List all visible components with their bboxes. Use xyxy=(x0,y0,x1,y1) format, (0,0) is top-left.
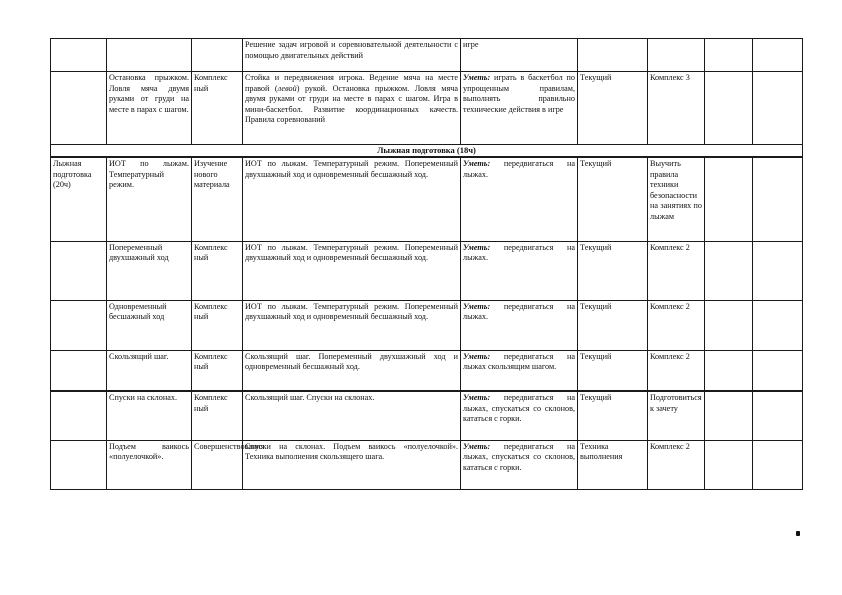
table-row xyxy=(51,39,803,72)
skills-cell xyxy=(461,72,578,145)
table-cell xyxy=(705,241,753,300)
skills-label: Уметь: xyxy=(463,393,491,402)
lesson-type-cell: Комплекс ный xyxy=(192,391,243,440)
content-cell: Скользящий шаг. Попеременный двухшажный ход и одновременный бесшажный ход. xyxy=(243,350,461,391)
content-cell: ИОТ по лыжам. Температурный режим. Попеременный двухшажный ход и одновременный бесшажный ход. xyxy=(243,157,461,241)
lesson-plan-table xyxy=(50,38,803,490)
topic-cell: Подъем ваикось «полуелочкой». xyxy=(107,440,192,489)
table-row xyxy=(51,241,803,300)
table-cell xyxy=(753,241,803,300)
skills-text: играть в баскетбол по упрощенным правилам, выполнять правильно технические действия в игре xyxy=(463,73,575,114)
content-text: ) рукой. Остановка прыжком. Ловля мяча двумя руками от груди на месте в парах с шагом. Игра в мини-баскетбол. Развитие координационных качеств. Правила соревнований xyxy=(245,83,458,124)
content-cell: Скользящий шаг. Спуски на склонах. xyxy=(243,391,461,440)
skills-cell xyxy=(461,157,578,241)
table-cell xyxy=(51,440,107,489)
section-cell: Лыжная подготовка (20ч) xyxy=(51,157,107,241)
table-row xyxy=(51,157,803,241)
table-cell xyxy=(705,39,753,72)
table-row xyxy=(51,391,803,440)
table-cell xyxy=(753,300,803,350)
table-cell xyxy=(107,39,192,72)
table-row xyxy=(51,72,803,145)
skills-cell xyxy=(461,391,578,440)
topic-cell: ИОТ по лыжам. Температурный режим. xyxy=(107,157,192,241)
table-cell xyxy=(705,157,753,241)
table-row xyxy=(51,300,803,350)
skills-cell xyxy=(461,350,578,391)
homework-cell: Комплекс 2 xyxy=(648,241,705,300)
control-cell: Текущий xyxy=(578,72,648,145)
topic-cell: Спуски на склонах. xyxy=(107,391,192,440)
table-cell xyxy=(51,39,107,72)
lesson-type-cell: Изучение нового материала xyxy=(192,157,243,241)
section-header-row xyxy=(51,145,803,158)
skills-text: передвигаться на лыжах, спускаться со склонов, кататься с горки. xyxy=(463,393,575,423)
table-row xyxy=(51,440,803,489)
skills-cell: игре xyxy=(461,39,578,72)
control-cell: Текущий xyxy=(578,241,648,300)
control-cell: Техника выполнения xyxy=(578,440,648,489)
skills-label: Уметь: xyxy=(463,441,491,451)
table-cell xyxy=(705,72,753,145)
table-cell xyxy=(192,39,243,72)
homework-cell: Комплекс 2 xyxy=(648,350,705,391)
table-cell xyxy=(753,39,803,72)
table-cell xyxy=(51,391,107,440)
skills-label: Уметь: xyxy=(463,73,491,82)
lesson-type-cell: Комплекс ный xyxy=(192,300,243,350)
table-cell xyxy=(51,72,107,145)
control-cell: Текущий xyxy=(578,300,648,350)
skills-label: Уметь: xyxy=(463,351,491,361)
table-cell xyxy=(51,350,107,391)
skills-text: передвигаться на лыжах, спускаться со склонов, кататься с горки. xyxy=(463,441,575,472)
skills-text: передвигаться на лыжах. xyxy=(463,159,575,179)
homework-cell: Выучить правила техники безопасности на занятиях по лыжам xyxy=(648,157,705,241)
control-cell: Текущий xyxy=(578,350,648,391)
content-cell: ИОТ по лыжам. Температурный режим. Попеременный двухшажный ход и одновременный бесшажный ход. xyxy=(243,300,461,350)
table-cell xyxy=(705,300,753,350)
page-marker-dot xyxy=(796,531,800,536)
content-cell xyxy=(243,72,461,145)
table-cell xyxy=(705,391,753,440)
skills-cell xyxy=(461,300,578,350)
topic-cell: Скользящий шаг. xyxy=(107,350,192,391)
homework-cell: Комплекс 2 xyxy=(648,300,705,350)
content-cell: Спуски на склонах. Подъем ваикось «полуелочкой». Техника выполнения скользящего шага. xyxy=(243,440,461,489)
skills-cell xyxy=(461,241,578,300)
skills-text: передвигаться на лыжах. xyxy=(463,242,575,262)
lesson-type-cell: Комплекс ный xyxy=(192,241,243,300)
table-row xyxy=(51,350,803,391)
control-cell: Текущий xyxy=(578,157,648,241)
topic-cell: Остановка прыжком. Ловля мяча двумя руками от груди на месте в парах с шагом. xyxy=(107,72,192,145)
table-cell xyxy=(648,39,705,72)
table-cell xyxy=(578,39,648,72)
table-cell xyxy=(51,241,107,300)
table-cell xyxy=(753,350,803,391)
skills-text: передвигаться на лыжах скользящим шагом. xyxy=(463,351,575,371)
homework-cell: Комплекс 3 xyxy=(648,72,705,145)
table-cell xyxy=(753,72,803,145)
content-cell: Решение задач игровой и соревновательной деятельности с помощью двигательных действий xyxy=(243,39,461,72)
lesson-type-cell: Комплекс ный xyxy=(192,72,243,145)
table-cell xyxy=(51,300,107,350)
skills-text: передвигаться на лыжах. xyxy=(463,301,575,321)
topic-cell: Одновременный бесшажный ход xyxy=(107,300,192,350)
control-cell: Текущий xyxy=(578,391,648,440)
table-cell xyxy=(705,440,753,489)
content-text-italic: левой xyxy=(277,83,297,93)
content-text: Стойка и передвижения игрока. Ведение мяча на месте правой ( xyxy=(245,73,458,93)
skills-label: Уметь: xyxy=(463,159,491,168)
homework-cell: Подготовиться к зачету xyxy=(648,391,705,440)
table-cell xyxy=(753,391,803,440)
skills-label: Уметь: xyxy=(463,242,491,252)
table-cell xyxy=(753,440,803,489)
skills-label: Уметь: xyxy=(463,301,491,311)
section-title: Лыжная подготовка (18ч) xyxy=(51,145,803,158)
content-cell: ИОТ по лыжам. Температурный режим. Попеременный двухшажный ход и одновременный бесшажный ход. xyxy=(243,241,461,300)
table-cell xyxy=(705,350,753,391)
table-cell xyxy=(753,157,803,241)
lesson-type-cell: Комплекс ный xyxy=(192,350,243,391)
homework-cell: Комплекс 2 xyxy=(648,440,705,489)
skills-cell xyxy=(461,440,578,489)
topic-cell: Попеременный двухшажный ход xyxy=(107,241,192,300)
lesson-type-cell: Совершенствования xyxy=(192,440,243,489)
